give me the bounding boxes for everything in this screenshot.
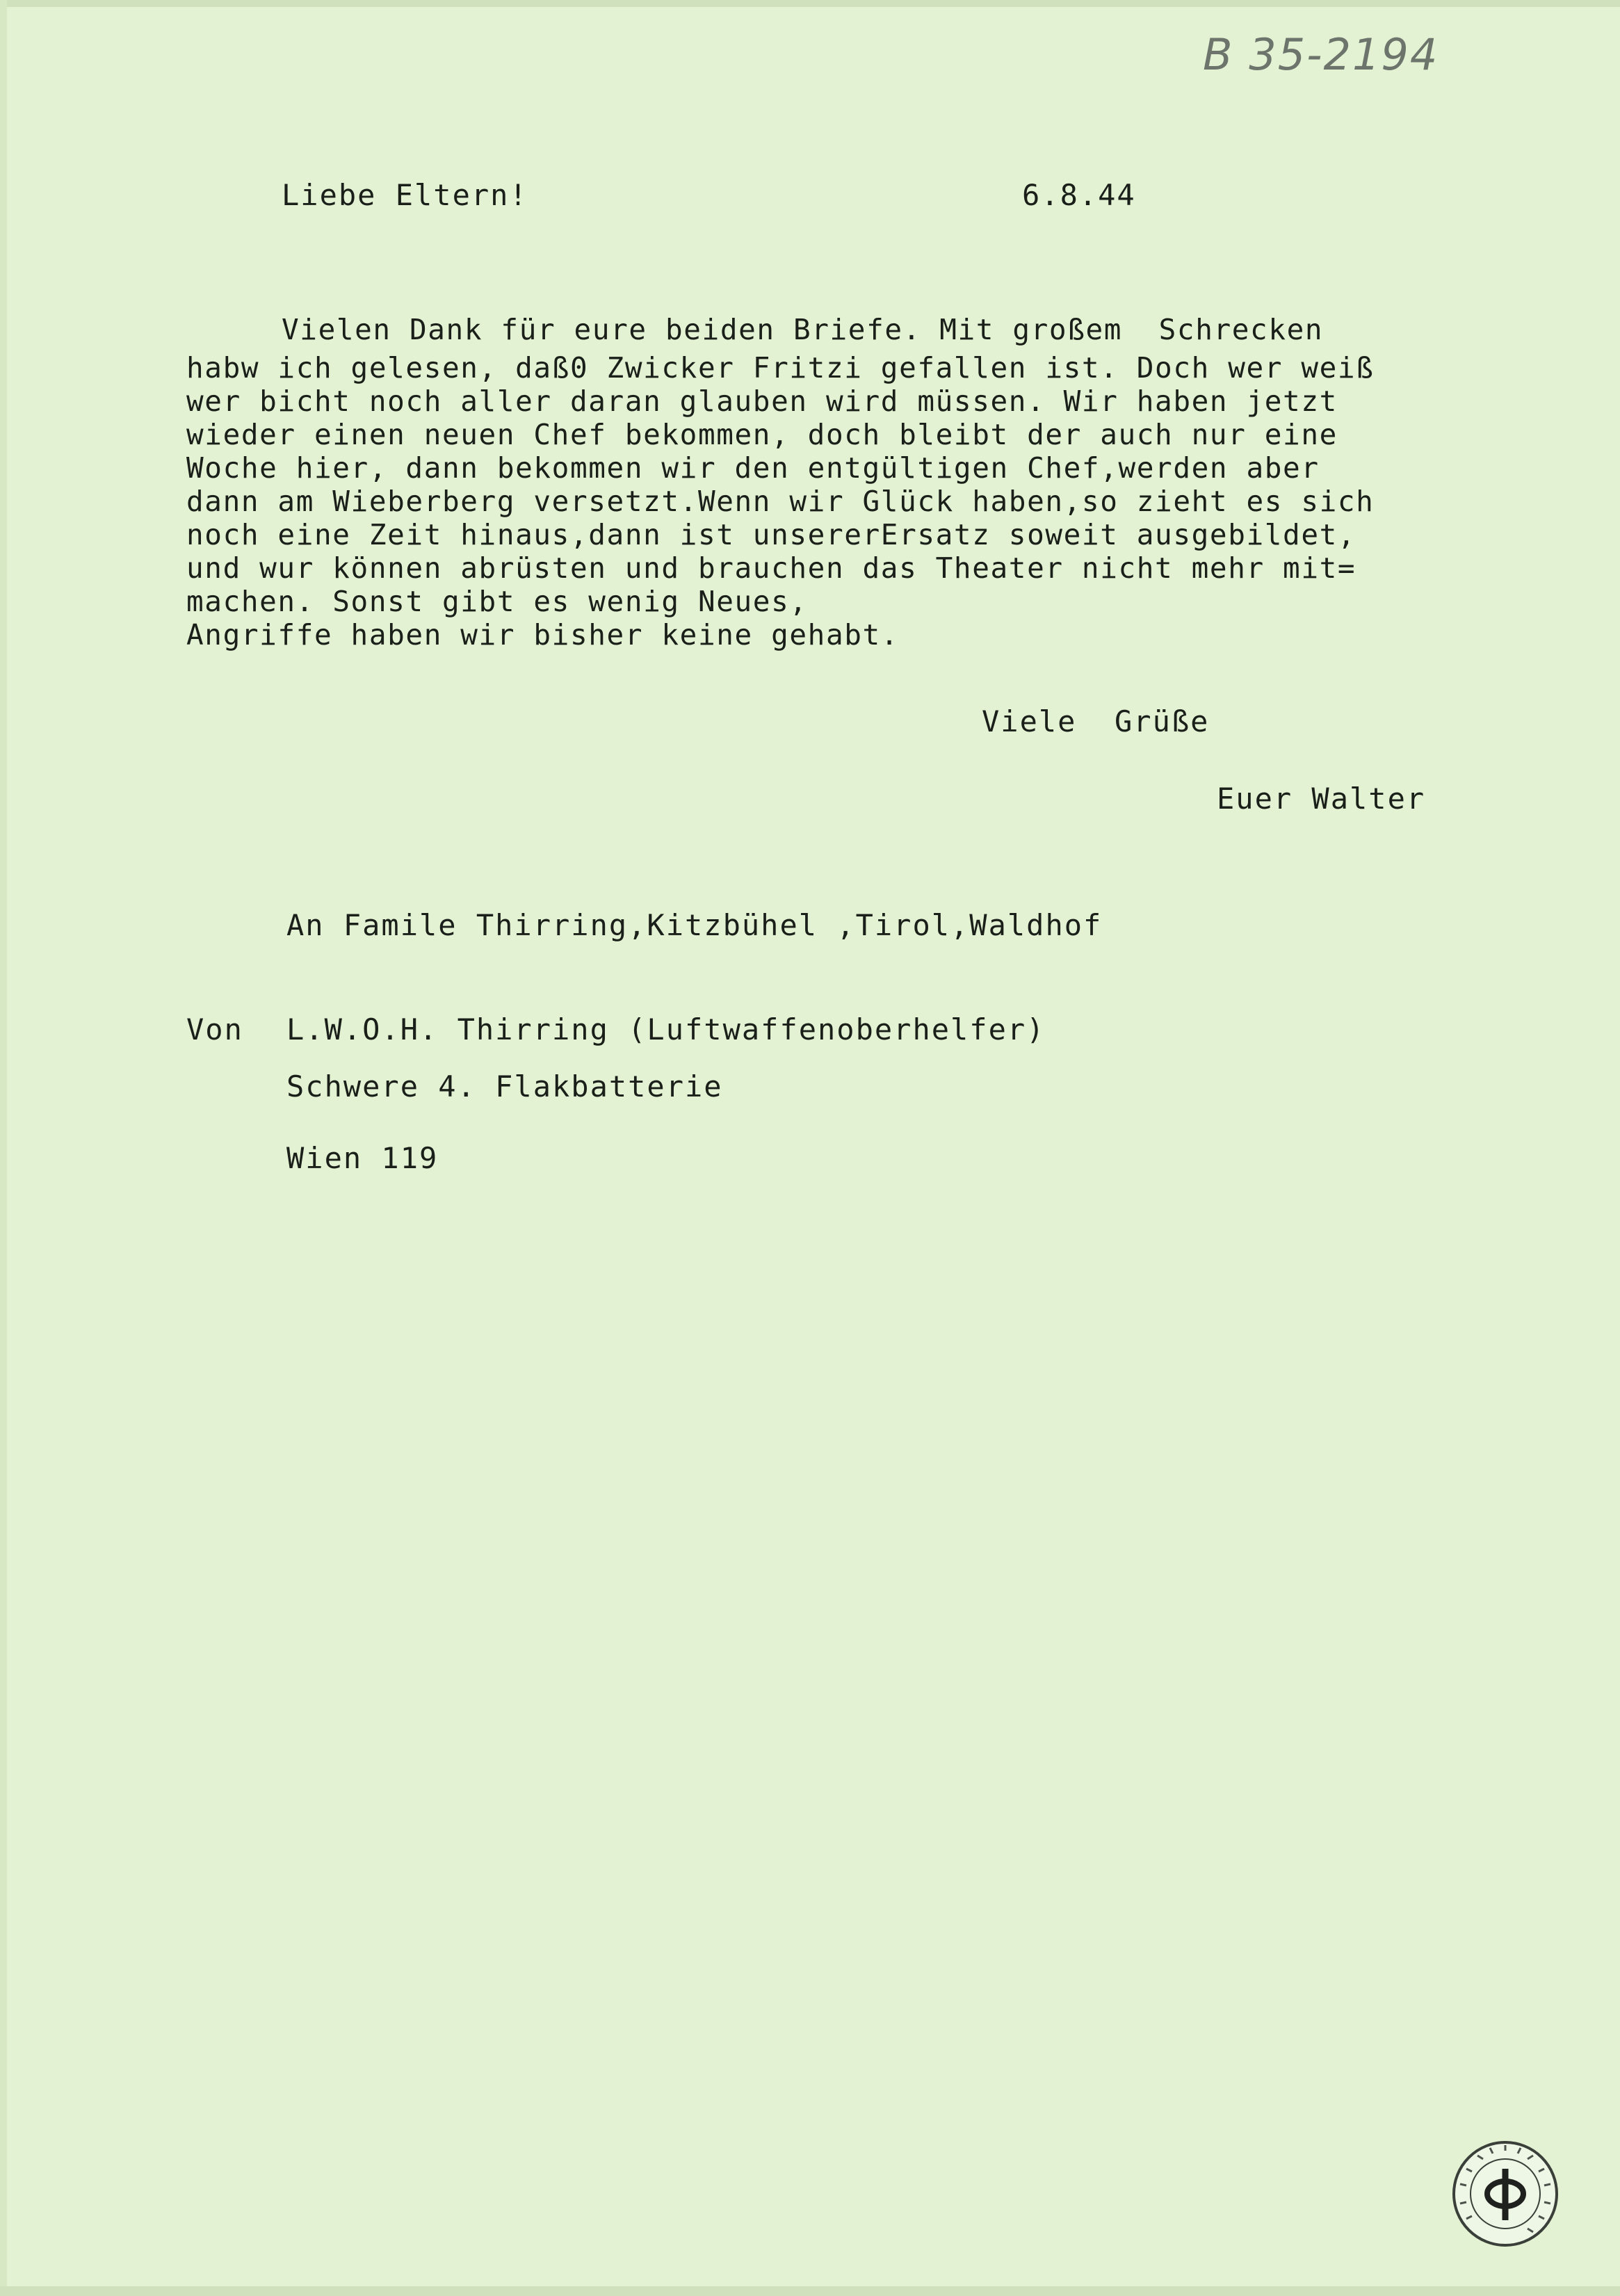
body-line: und wur können abrüsten und brauchen das Theater nicht mehr mit=: [186, 551, 1356, 585]
sender-label: Von: [186, 1012, 243, 1046]
body-line: dann am Wieberberg versetzt.Wenn wir Glück haben,so zieht es sich: [186, 485, 1375, 518]
page-edge-top: [0, 0, 1620, 7]
body-line: habw ich gelesen, daß0 Zwicker Fritzi gefallen ist. Doch wer weiß: [186, 351, 1375, 385]
sender-name: L.W.O.H. Thirring (Luftwaffenoberhelfer): [286, 1012, 1046, 1046]
sender-city: Wien 119: [286, 1141, 439, 1175]
body-line: Woche hier, dann bekommen wir den entgültigen Chef,werden aber: [186, 451, 1320, 485]
body-line: noch eine Zeit hinaus,dann ist unsererErsatz soweit ausgebildet,: [186, 518, 1356, 551]
signature: Euer Walter: [1217, 782, 1426, 816]
body-line: wieder einen neuen Chef bekommen, doch bleibt der auch nur eine: [186, 418, 1338, 451]
body-line: Vielen Dank für eure beiden Briefe. Mit großem Schrecken: [282, 313, 1324, 346]
library-stamp-icon: [1450, 2138, 1561, 2249]
page-edge-bottom: [0, 2286, 1620, 2296]
archive-number: B 35-2194: [1203, 29, 1439, 80]
sender-unit: Schwere 4. Flakbatterie: [286, 1069, 723, 1103]
salutation: Liebe Eltern!: [282, 178, 528, 212]
address-to: An Famile Thirring,Kitzbühel ,Tirol,Waldhof: [286, 908, 1103, 942]
body-line: machen. Sonst gibt es wenig Neues,: [186, 585, 808, 618]
body-line: Angriffe haben wir bisher keine gehabt.: [186, 618, 900, 652]
closing: Viele Grüße: [982, 704, 1210, 738]
letter-date: 6.8.44: [1022, 178, 1136, 212]
body-line: wer bicht noch aller daran glauben wird müssen. Wir haben jetzt: [186, 385, 1338, 418]
page-edge-left: [0, 0, 7, 2296]
